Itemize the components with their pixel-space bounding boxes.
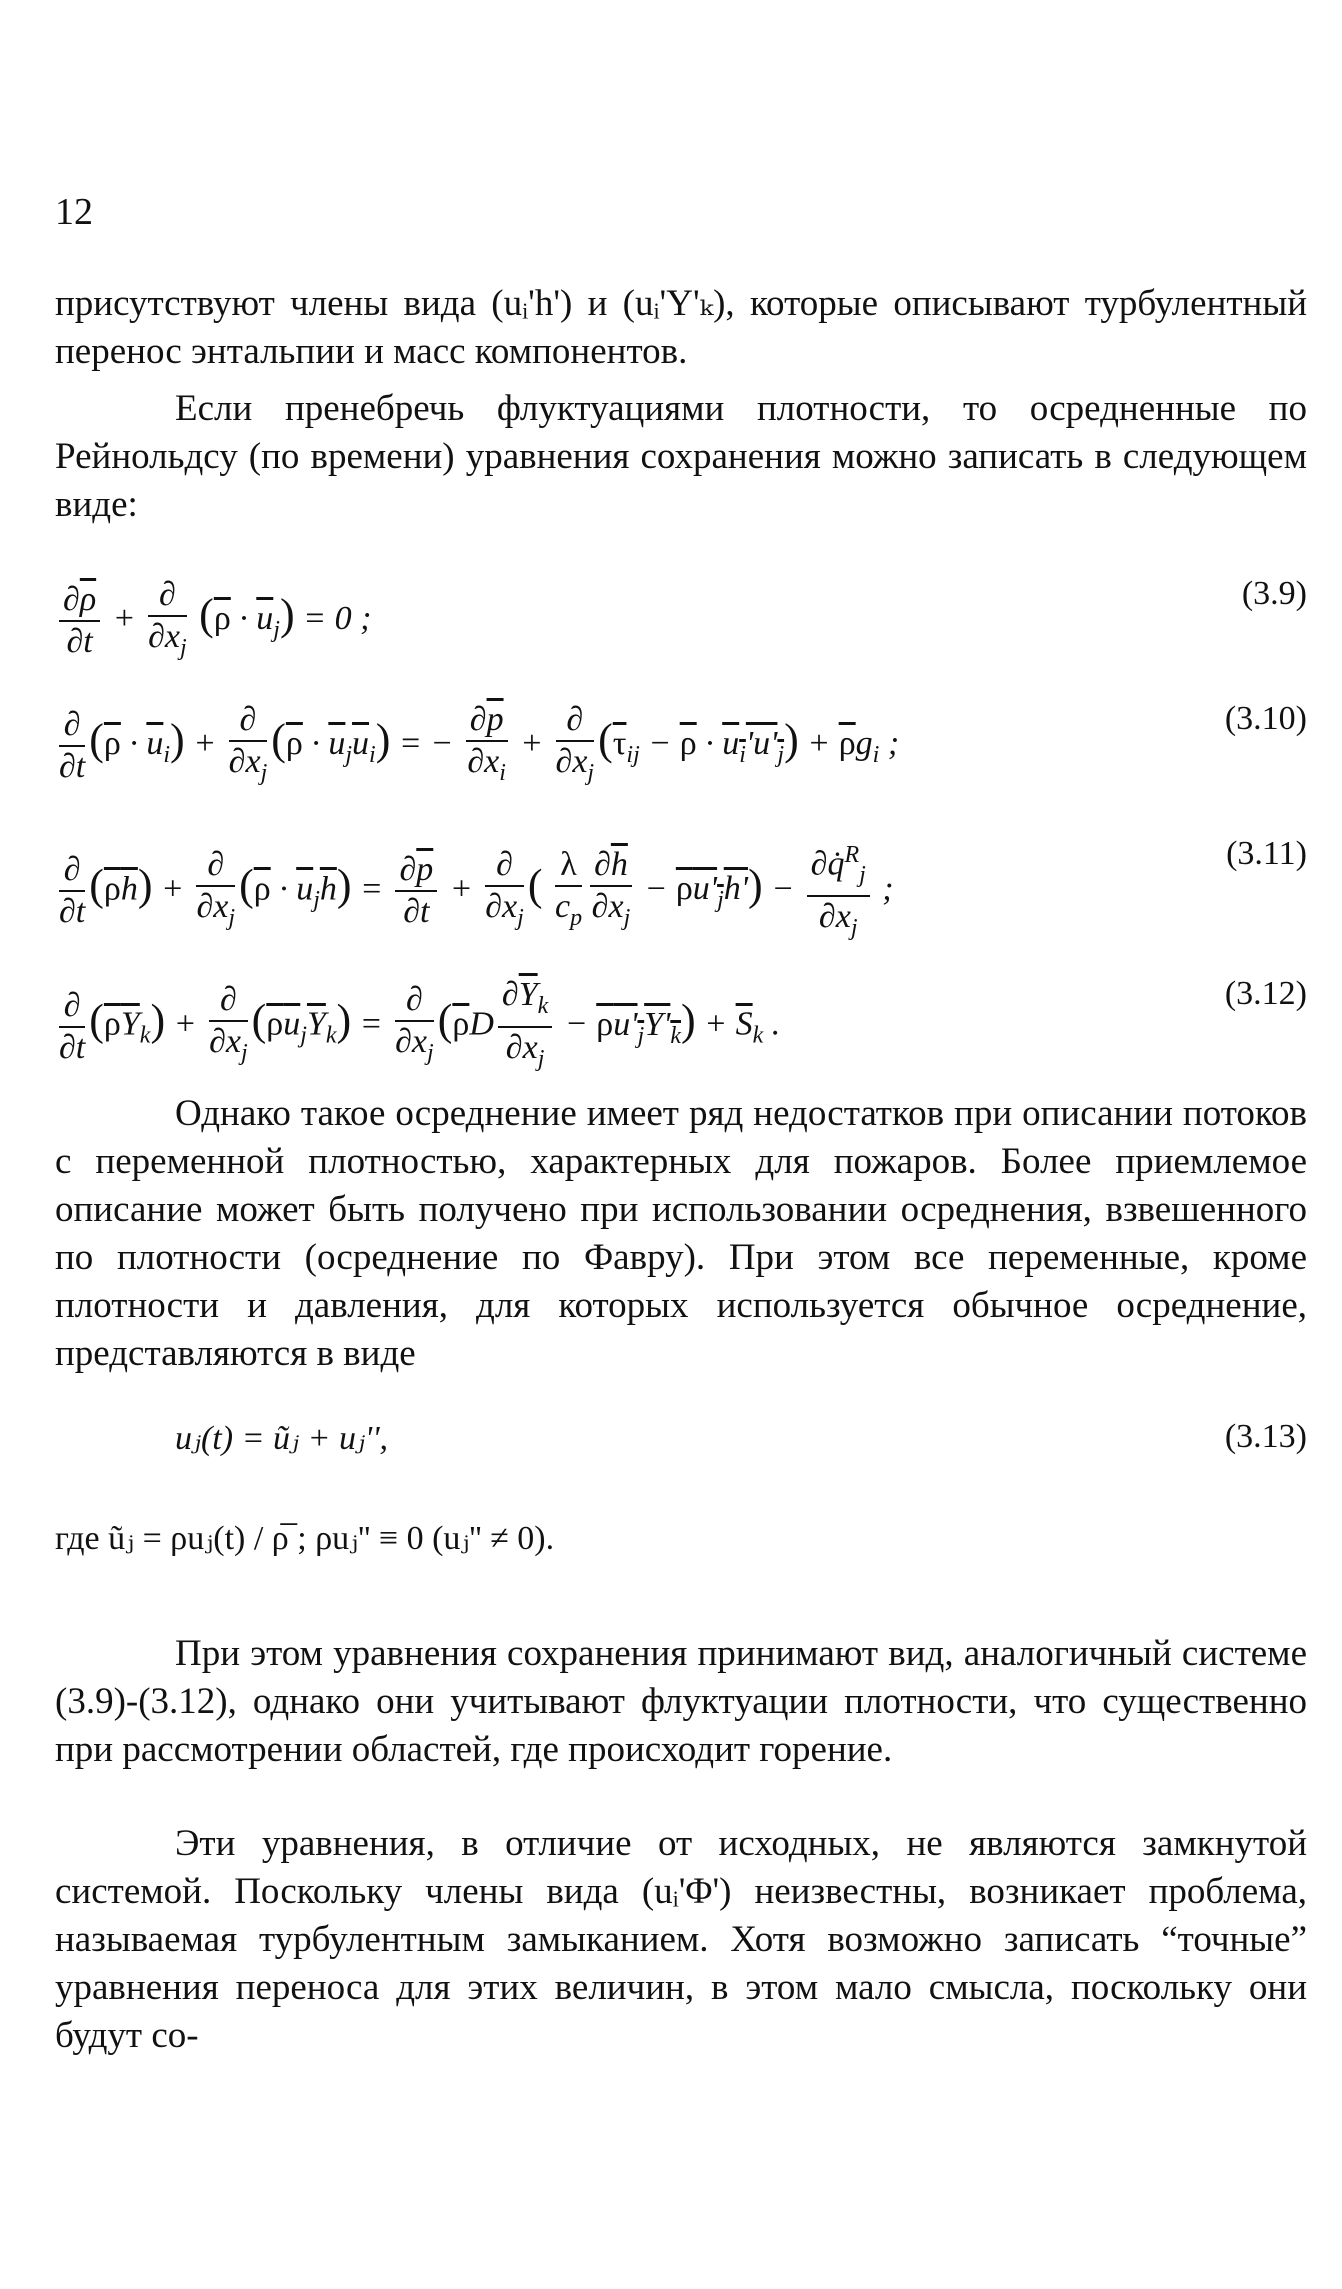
equation-3-10	[55, 680, 1307, 786]
equation-3-12	[55, 955, 1307, 1072]
equation-3-11	[55, 815, 1307, 941]
equation-3-13-number: (3.13)	[1224, 1418, 1307, 1455]
equation-3-10-number: (3.10)	[1224, 700, 1307, 737]
paragraph-1: присутствуют члены вида (uᵢ'h') и (uᵢ'Y'ₖ), которые описывают турбулентный перенос энтальпии и масс компонентов.	[55, 283, 1307, 372]
equation-3-11-number: (3.11)	[1226, 835, 1307, 872]
equation-3-13-formula: uⱼ(t) = ũⱼ + uⱼ'',	[175, 1420, 388, 1457]
page-number: 12	[55, 191, 93, 233]
equation-3-10-formula: $\frac{\partial}{\partial t}$ $(\overline{\rho} \cdot \overline{u}_i)$ + $\frac{\partial}{\partial x_j}$ $(\overline{\rho} \cdot \overline{u}_j\overline{u}_i)$ = − $\frac{\partial\overline{p}}{\partial x_i}$ + $\frac{\partial}{\partial x_j}$ $(\overline{\tau}_{ij} - \overline{\rho} \cdot u_i'u'_j) + \overline{\rho}g_i$ ;	[59, 701, 900, 786]
paragraph-5: Эти уравнения, в отличие от исходных, не являются замкнутой системой. Поскольку члены вида (uᵢ'Φ') неизвестны, возникает проблема, называемая турбулентным замыканием. Хотя возможно записать “точные” уравнения переноса для этих величин, в этом мало смысла, поскольку они будут со-	[55, 1823, 1307, 2056]
paragraph-4: При этом уравнения сохранения принимают вид, аналогичный системе (3.9)-(3.12), однако они учитывают флуктуации плотности, что существенно при рассмотрении областей, где происходит горение.	[55, 1633, 1307, 1770]
paragraph-2: Если пренебречь флуктуациями плотности, то осредненные по Рейнольдсу (по времени) уравнения сохранения можно записать в следующем виде:	[55, 388, 1307, 525]
equation-3-12-formula: $\frac{\partial}{\partial t}$ $(\overline{\rho}\overline{Y}_k)$ + $\frac{\partial}{\partial x_j}$ $(\overline{\rho}\overline{u}_j\overline{Y}_k)$ = $\frac{\partial}{\partial x_j}$ ($\overline{\rho}D$ $\frac{\partial\overline{Y}_k}{\partial x_j}$ − $\rho u'_jY'_k) + \overline{S}_k$ .	[59, 976, 781, 1072]
equation-3-12-number: (3.12)	[1224, 975, 1307, 1012]
equation-3-13	[55, 1410, 1307, 1480]
paragraph-3: Однако такое осреднение имеет ряд недостатков при описании потоков с переменной плотностью, характерных для пожаров. Более приемлемое описание может быть получено при использовании осреднения, взвешенного по плотности (осреднение по Фавру). При этом все переменные, кроме плотности и давления, для которых используется обычное осреднение, представляются в виде	[55, 1093, 1307, 1374]
equation-3-9	[55, 555, 1307, 661]
equation-3-11-formula: $\frac{\partial}{\partial t}$ $(\overline{\rho}\overline{h})$ + $\frac{\partial}{\partial x_j}$ $(\overline{\rho} \cdot \overline{u}_j\overline{h})$ = $\frac{\partial\overline{p}}{\partial t}$ + $\frac{\partial}{\partial x_j}$ ( $\frac{\lambda}{c_p}$ $\frac{\partial\overline{h}}{\partial x_j}$ − $\rho u'_jh'$) − $\frac{\partial q̇^R_j}{\partial x_j}$ ;	[55, 835, 894, 948]
equation-3-9-formula: $\frac{\partial\overline{\rho}}{\partial t}$ + $\frac{\partial}{\partial x_j}$ $(\overline{\rho} \cdot \overline{u}_j) = 0$ ;	[55, 575, 371, 668]
where-line: где ũⱼ = ρuⱼ(t) / ρ̅ ; ρuⱼ'' ≡ 0 (uⱼ'' ≠ 0).	[55, 1520, 555, 1557]
equation-3-9-number: (3.9)	[1241, 575, 1307, 612]
